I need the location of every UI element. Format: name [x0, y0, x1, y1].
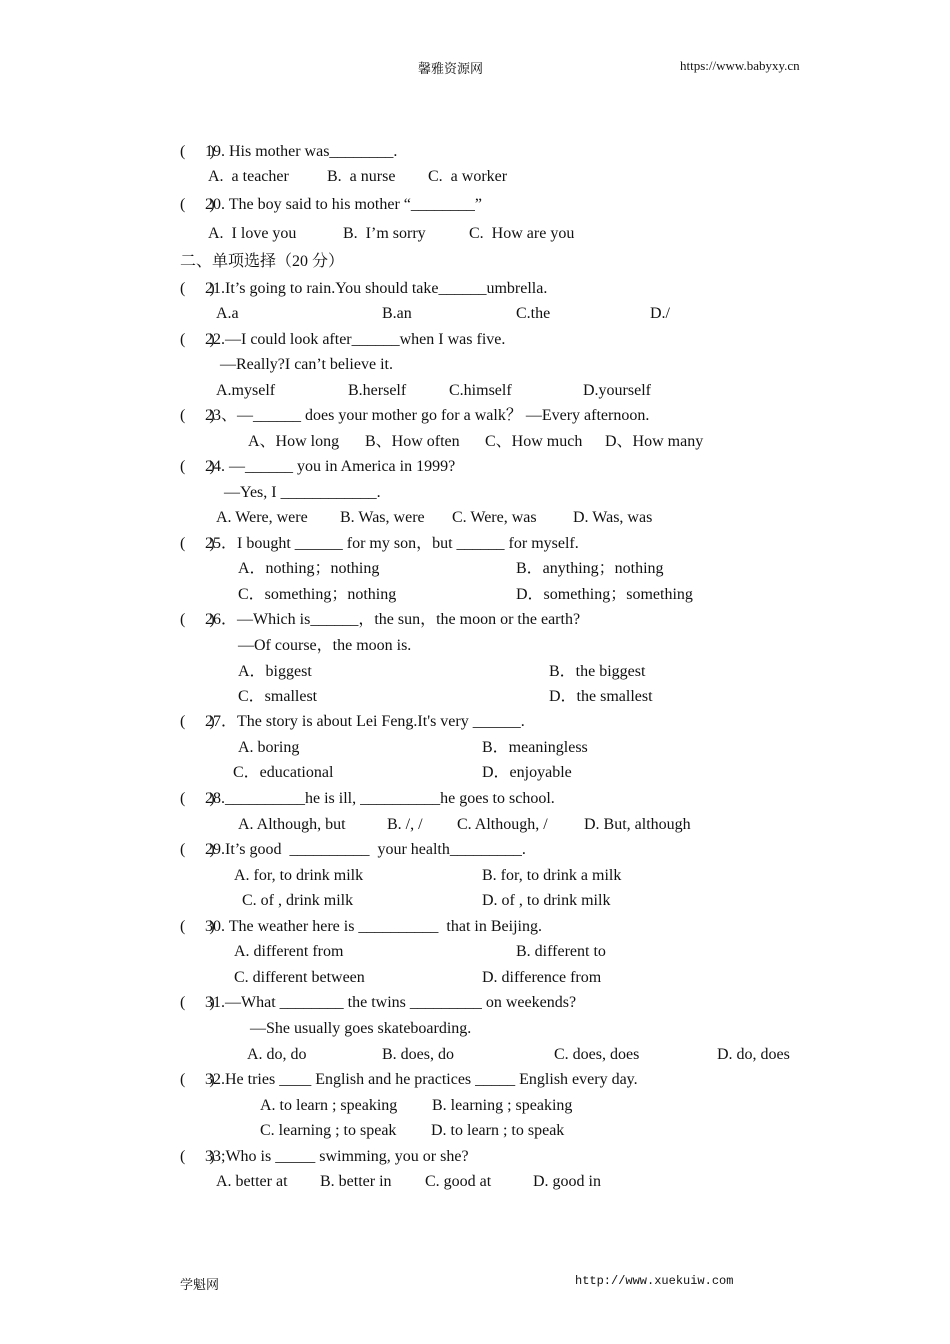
option-c: C. good at: [425, 1173, 492, 1190]
option-a: A. to learn ; speaking: [260, 1097, 398, 1114]
option-c: C．educational: [233, 764, 334, 781]
option-a: A、How long: [248, 433, 340, 450]
option-d: D. do, does: [717, 1046, 790, 1063]
option-c: C. of , drink milk: [242, 892, 354, 909]
option-c: C. learning ; to speak: [260, 1122, 397, 1139]
option-b: B．meaningless: [482, 739, 588, 756]
question-stem: 31.—What ________ the twins _________ on weekends?: [205, 994, 577, 1011]
option-d: D、How many: [605, 433, 704, 450]
option-b: B. Was, were: [340, 509, 425, 526]
question-stem: 27．The story is about Lei Feng.It's very ______.: [205, 713, 525, 730]
header-site-name: 馨雅资源网: [418, 61, 484, 76]
question-stem: 26．—Which is______，the sun，the moon or the earth?: [205, 611, 581, 628]
option-a: A. for, to drink milk: [234, 867, 364, 884]
answer-paren: ( ): [180, 713, 215, 730]
option-a: A. a teacher: [208, 168, 289, 185]
option-d: D./: [650, 305, 670, 322]
option-d: D. good in: [533, 1173, 601, 1190]
option-d: D.yourself: [583, 382, 651, 399]
dialogue-reply: —She usually goes skateboarding.: [250, 1020, 472, 1037]
option-d: D. But, although: [584, 816, 691, 833]
question-stem: 25．I bought ______ for my son，but ______ for myself.: [205, 535, 579, 552]
dialogue-reply: —Of course，the moon is.: [238, 637, 412, 654]
option-c: C．something；nothing: [238, 586, 397, 603]
answer-paren: ( ): [180, 280, 215, 297]
option-a: A．biggest: [238, 663, 312, 680]
option-a: A.a: [216, 305, 239, 322]
option-b: B. /, /: [387, 816, 423, 833]
question-stem: 24. —______ you in America in 1999?: [205, 458, 456, 475]
answer-paren: ( ): [180, 407, 215, 424]
option-b: B. learning ; speaking: [432, 1097, 573, 1114]
option-a: A. boring: [238, 739, 300, 756]
option-c: C.himself: [449, 382, 512, 399]
option-a: A. Were, were: [216, 509, 308, 526]
option-c: C. Were, was: [452, 509, 537, 526]
option-a: A. do, do: [247, 1046, 307, 1063]
question-stem: 29.It’s good __________ your health_________.: [205, 841, 526, 858]
option-b: B. for, to drink a milk: [482, 867, 622, 884]
answer-paren: ( ): [180, 994, 215, 1011]
question-stem: 22.—I could look after______when I was five.: [205, 331, 506, 348]
option-a: A. Although, but: [238, 816, 346, 833]
option-d: D．the smallest: [549, 688, 653, 705]
answer-paren: ( ): [180, 1071, 215, 1088]
section-title: 二、单项选择（20 分）: [180, 253, 345, 270]
question-stem: 23、—______ does your mother go for a walk？ —Every afternoon.: [205, 407, 650, 424]
option-c: C. Although, /: [457, 816, 548, 833]
footer-url: http://www.xuekuiw.com: [575, 1274, 734, 1288]
option-c: C. different between: [234, 969, 365, 986]
option-d: D. to learn ; to speak: [431, 1122, 565, 1139]
dialogue-reply: —Really?I can’t believe it.: [220, 356, 393, 373]
option-a: A. different from: [234, 943, 344, 960]
option-c: C．smallest: [238, 688, 318, 705]
footer-site-name: 学魁网: [180, 1277, 220, 1292]
answer-paren: ( ): [180, 611, 215, 628]
option-b: B. different to: [516, 943, 606, 960]
answer-paren: ( ): [180, 331, 215, 348]
question-stem: 30. The weather here is __________ that in Beijing.: [205, 918, 542, 935]
option-c: C. a worker: [428, 168, 508, 185]
answer-paren: ( ): [180, 535, 215, 552]
option-d: D. of , to drink milk: [482, 892, 611, 909]
question-stem: 28.__________he is ill, __________he goes to school.: [205, 790, 555, 807]
option-a: A.myself: [216, 382, 276, 399]
option-d: D. Was, was: [573, 509, 653, 526]
option-d: D．something；something: [516, 586, 693, 603]
answer-paren: ( ): [180, 841, 215, 858]
answer-paren: ( ): [180, 196, 215, 213]
option-b: B．the biggest: [549, 663, 646, 680]
answer-paren: ( ): [180, 458, 215, 475]
question-stem: 19. His mother was________.: [205, 143, 398, 160]
option-b: B.herself: [348, 382, 407, 399]
option-b: B. I’m sorry: [343, 225, 426, 242]
option-c: C.the: [516, 305, 551, 322]
option-a: A．nothing；nothing: [238, 560, 380, 577]
option-b: B. better in: [320, 1173, 392, 1190]
question-stem: 21.It’s going to rain.You should take______umbrella.: [205, 280, 548, 297]
option-b: B、How often: [365, 433, 460, 450]
question-stem: 32.He tries ____ English and he practices _____ English every day.: [205, 1071, 638, 1088]
header-url: https://www.babyxy.cn: [680, 58, 800, 73]
answer-paren: ( ): [180, 790, 215, 807]
answer-paren: ( ): [180, 918, 215, 935]
option-b: B.an: [382, 305, 412, 322]
option-c: C. does, does: [554, 1046, 640, 1063]
option-a: A. better at: [216, 1173, 288, 1190]
answer-paren: ( ): [180, 143, 215, 160]
option-d: D．enjoyable: [482, 764, 572, 781]
dialogue-reply: —Yes, I ____________.: [224, 484, 381, 501]
option-d: D. difference from: [482, 969, 602, 986]
option-b: B. does, do: [382, 1046, 454, 1063]
question-stem: 20. The boy said to his mother “________”: [205, 196, 482, 213]
option-b: B. a nurse: [327, 168, 396, 185]
question-stem: 33;Who is _____ swimming, you or she?: [205, 1148, 469, 1165]
option-a: A. I love you: [208, 225, 297, 242]
answer-paren: ( ): [180, 1148, 215, 1165]
option-c: C. How are you: [469, 225, 575, 242]
option-c: C、How much: [485, 433, 583, 450]
option-b: B．anything；nothing: [516, 560, 664, 577]
